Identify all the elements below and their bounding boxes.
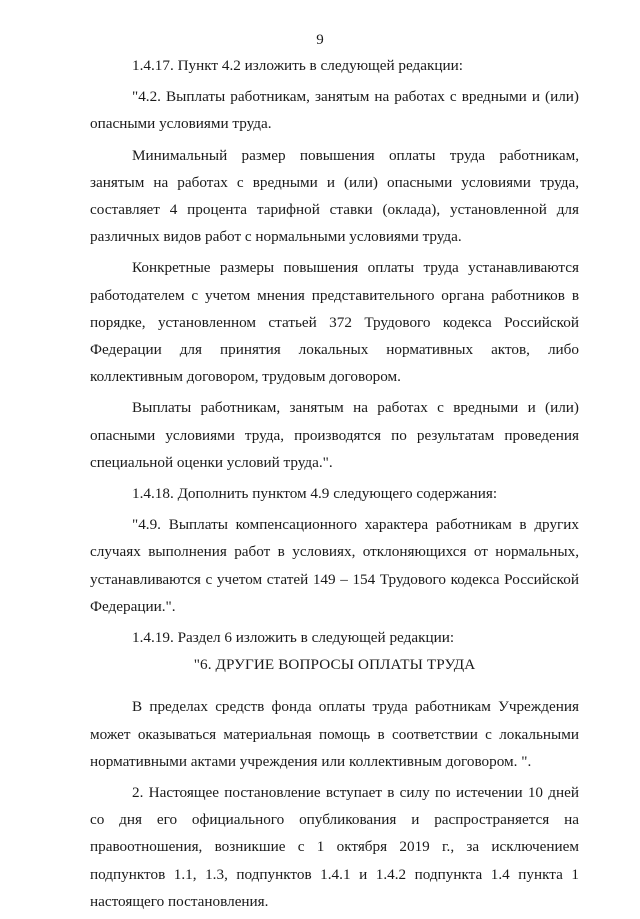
paragraph-specific-raise: Конкретные размеры повышения оплаты труда устанавливаются работодателем с учетом мнения представительного органа работников в порядке, установленном статьей 372 Трудового кодекса Российской Федерации для принятия локальных нормативных актов, либо коллективным договором, трудовым договором. bbox=[90, 259, 579, 386]
paragraph-entry-into-force: 2. Настоящее постановление вступает в силу по истечении 10 дней со дня его официального опубликования и распространяется на правоотношения, возникшие с 1 октября 2019 г., за исключением подпунктов 1.1, 1.3, подпунктов 1.4.1 и 1.4.2 подпункта 1.4 пункта 1 настоящего постановления. bbox=[90, 784, 579, 910]
paragraph-4-9: "4.9. Выплаты компенсационного характера работникам в других случаях выполнения работ в условиях, отклоняющихся от нормальных, устанавливаются с учетом статей 149 – 154 Трудового кодекса Российской Федерации.". bbox=[90, 516, 579, 615]
document-body bbox=[90, 52, 579, 919]
paragraph-material-aid: В пределах средств фонда оплаты труда работникам Учреждения может оказываться материальная помощь в соответствии с локальными нормативными актами учреждения или коллективным договором. ". bbox=[90, 698, 579, 770]
paragraph-4-2-heading: "4.2. Выплаты работникам, занятым на работах с вредными и (или) опасными условиями труда. bbox=[90, 88, 579, 133]
page-number: 9 bbox=[316, 32, 324, 48]
paragraph-special-assessment: Выплаты работникам, занятым на работах с вредными и (или) опасными условиями труда, производятся по результатам проведения специальной оценки условий труда.". bbox=[90, 399, 579, 471]
paragraph-minimum-raise: Минимальный размер повышения оплаты труда работникам, занятым на работах с вредными и (или) опасными условиями труда, составляет 4 процента тарифной ставки (оклада), установленной для различных видов работ с нормальными условиями труда. bbox=[90, 146, 579, 246]
paragraph-1-4-18: 1.4.18. Дополнить пунктом 4.9 следующего содержания: bbox=[132, 485, 498, 503]
section-6-title: "6. ДРУГИЕ ВОПРОСЫ ОПЛАТЫ ТРУДА bbox=[193, 656, 476, 674]
paragraph-1-4-19: 1.4.19. Раздел 6 изложить в следующей редакции: bbox=[132, 629, 455, 647]
paragraph-1-4-17: 1.4.17. Пункт 4.2 изложить в следующей редакции: bbox=[132, 57, 463, 74]
